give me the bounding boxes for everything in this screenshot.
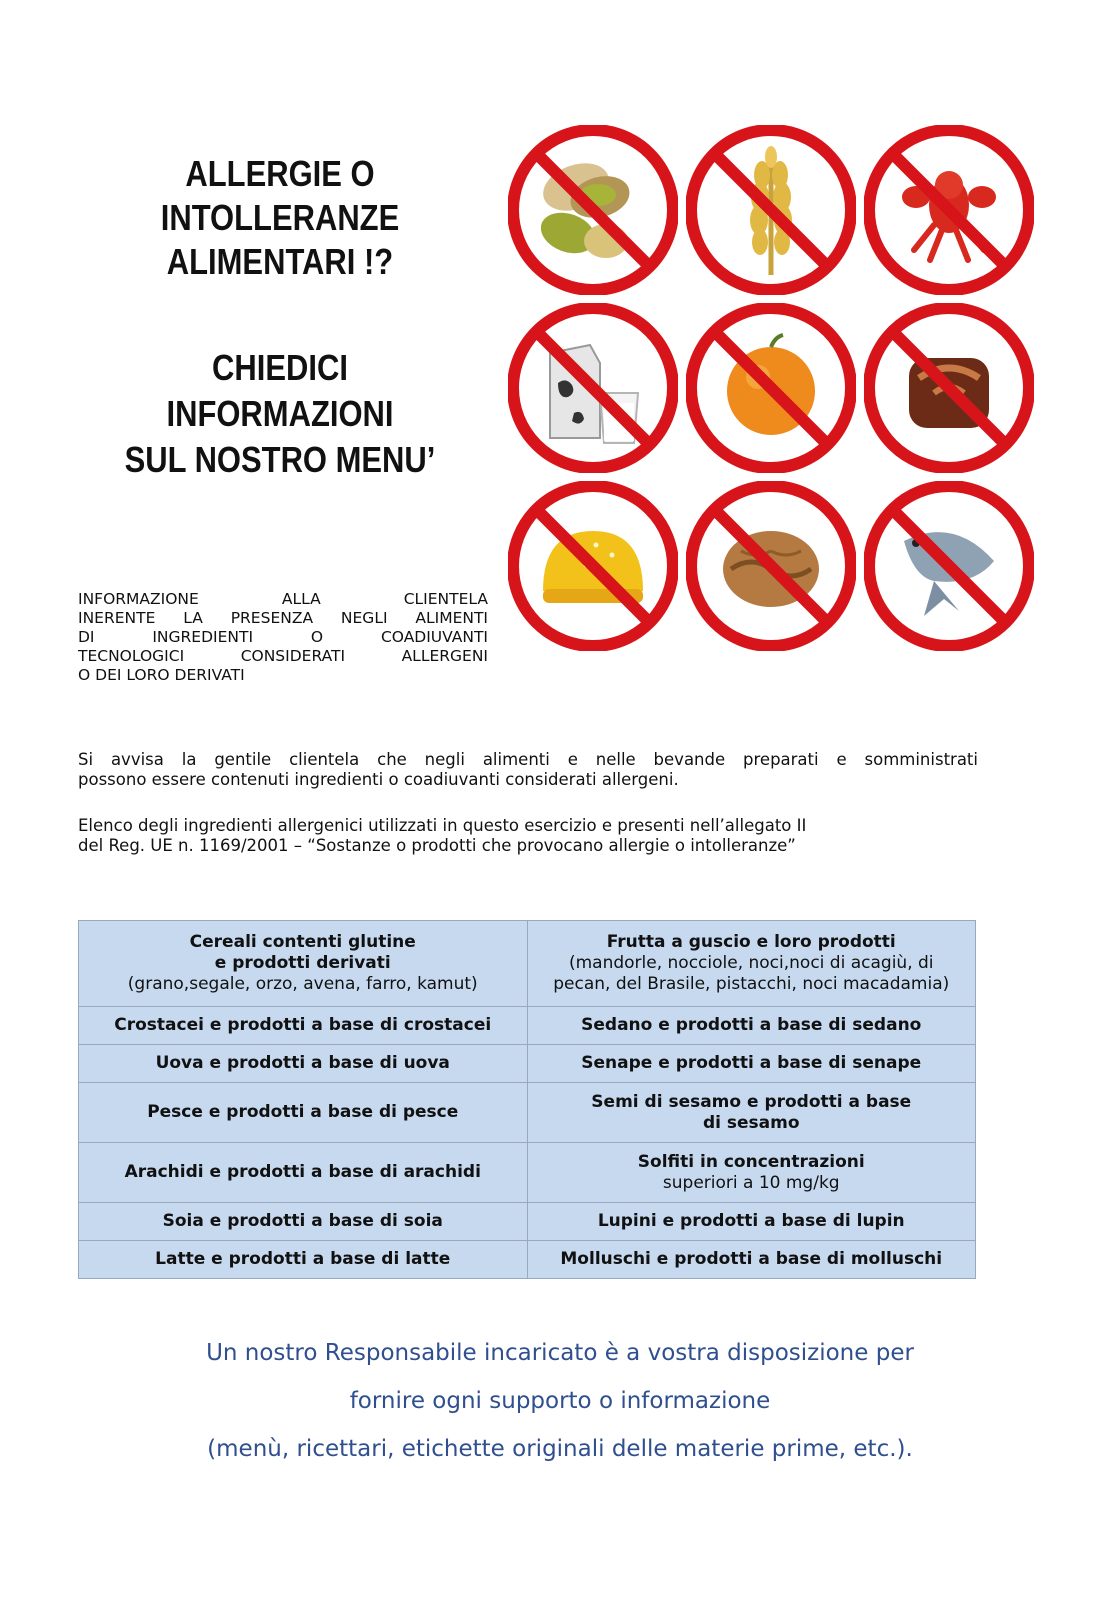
cell-bold-text: Cereali contenti glutine bbox=[189, 932, 416, 952]
headline-line: ALIMENTARI !? bbox=[166, 241, 394, 282]
cell-bold-text: Soia e prodotti a base di soia bbox=[162, 1211, 443, 1231]
headline-line: ALLERGIE O bbox=[185, 153, 375, 194]
table-cell-right bbox=[527, 1045, 976, 1083]
info-clientela bbox=[78, 590, 488, 685]
allergen-table bbox=[78, 920, 976, 1279]
paragraph-line: Si avvisa la gentile clientela che negli alimenti e nelle bevande preparati e somministrati bbox=[78, 750, 978, 769]
cell-bold-text: Semi di sesamo e prodotti a base bbox=[591, 1091, 912, 1112]
paragraph-line: del Reg. UE n. 1169/2001 – “Sostanze o prodotti che provocano allergie o intolleranze” bbox=[78, 836, 796, 855]
table-cell-left bbox=[79, 1007, 528, 1045]
table-cell-right bbox=[527, 1083, 976, 1143]
cell-text: (grano,segale, orzo, avena, farro, kamut) bbox=[127, 974, 478, 994]
headline-line: CHIEDICI INFORMAZIONI bbox=[166, 347, 394, 434]
cell-text: superiori a 10 mg/kg bbox=[662, 1172, 840, 1193]
info-line: O DEI LORO DERIVATI bbox=[78, 666, 245, 684]
cell-bold-text: Lupini e prodotti a base di lupin bbox=[597, 1211, 905, 1231]
cell-bold-text: Pesce e prodotti a base di pesce bbox=[147, 1102, 459, 1122]
footer-line: (menù, ricettari, etichette originali delle materie prime, etc.). bbox=[207, 1436, 913, 1462]
no-sesame-bun-icon bbox=[508, 481, 678, 651]
table-row bbox=[79, 1241, 976, 1279]
cell-bold-text: Crostacei e prodotti a base di crostacei bbox=[114, 1015, 492, 1035]
cell-text: (mandorle, nocciole, noci,noci di acagiù, di bbox=[568, 953, 934, 973]
no-chocolate-icon bbox=[864, 303, 1034, 473]
cell-bold-text: Senape e prodotti a base di senape bbox=[581, 1053, 922, 1073]
notice-paragraph bbox=[78, 750, 978, 790]
info-line: INFORMAZIONE ALLA CLIENTELA bbox=[78, 590, 488, 608]
no-pistachio-icon bbox=[508, 125, 678, 295]
table-cell-left bbox=[79, 1241, 528, 1279]
paragraph-line: Elenco degli ingredienti allergenici utilizzati in questo esercizio e presenti nell’allegato II bbox=[78, 816, 807, 835]
info-line: TECNOLOGICI CONSIDERATI ALLERGENI bbox=[78, 647, 488, 665]
headline-chiedici bbox=[99, 345, 460, 483]
table-cell-left bbox=[79, 1203, 528, 1241]
table-row bbox=[79, 921, 976, 1007]
footer-line: fornire ogni supporto o informazione bbox=[349, 1388, 771, 1414]
table-row bbox=[79, 1007, 976, 1045]
cell-bold-text: di sesamo bbox=[702, 1112, 800, 1133]
table-cell-left bbox=[79, 1083, 528, 1143]
table-row bbox=[79, 1143, 976, 1203]
footer-line: Un nostro Responsabile incaricato è a vostra disposizione per bbox=[206, 1340, 914, 1366]
table-row bbox=[79, 1203, 976, 1241]
cell-bold-text: Latte e prodotti a base di latte bbox=[155, 1249, 451, 1269]
headline-allergie bbox=[99, 152, 460, 284]
info-line: INERENTE LA PRESENZA NEGLI ALIMENTI bbox=[78, 609, 488, 627]
cell-bold-text: Solfiti in concentrazioni bbox=[637, 1151, 865, 1172]
info-line: DI INGREDIENTI O COADIUVANTI bbox=[78, 628, 488, 646]
cell-bold-text: Molluschi e prodotti a base di molluschi bbox=[560, 1249, 943, 1269]
table-cell-left bbox=[79, 1045, 528, 1083]
cell-bold-text: Arachidi e prodotti a base di arachidi bbox=[124, 1162, 481, 1182]
allergen-icon-grid bbox=[508, 125, 1038, 655]
table-cell-left bbox=[79, 1143, 528, 1203]
cell-bold-text: e prodotti derivati bbox=[214, 953, 391, 973]
no-fish-icon bbox=[864, 481, 1034, 651]
cell-bold-text: Sedano e prodotti a base di sedano bbox=[581, 1015, 922, 1035]
cell-bold-text: Uova e prodotti a base di uova bbox=[155, 1053, 450, 1073]
table-cell-left bbox=[79, 921, 528, 1007]
headline-line: INTOLLERANZE bbox=[160, 197, 400, 238]
table-cell-right bbox=[527, 1007, 976, 1045]
table-row bbox=[79, 1045, 976, 1083]
no-milk-icon bbox=[508, 303, 678, 473]
no-lobster-icon bbox=[864, 125, 1034, 295]
cell-text: pecan, del Brasile, pistacchi, noci macadamia) bbox=[553, 974, 950, 994]
allergen-list-intro bbox=[78, 816, 978, 856]
table-cell-right bbox=[527, 1203, 976, 1241]
headline-line: SUL NOSTRO MENU’ bbox=[124, 439, 436, 480]
paragraph-line: possono essere contenuti ingredienti o coadiuvanti considerati allergeni. bbox=[78, 770, 679, 789]
table-cell-right bbox=[527, 1241, 976, 1279]
table-cell-right bbox=[527, 1143, 976, 1203]
no-walnut-icon bbox=[686, 481, 856, 651]
no-wheat-icon bbox=[686, 125, 856, 295]
cell-bold-text: Frutta a guscio e loro prodotti bbox=[606, 932, 896, 952]
table-cell-right bbox=[527, 921, 976, 1007]
no-orange-icon bbox=[686, 303, 856, 473]
table-row bbox=[79, 1083, 976, 1143]
